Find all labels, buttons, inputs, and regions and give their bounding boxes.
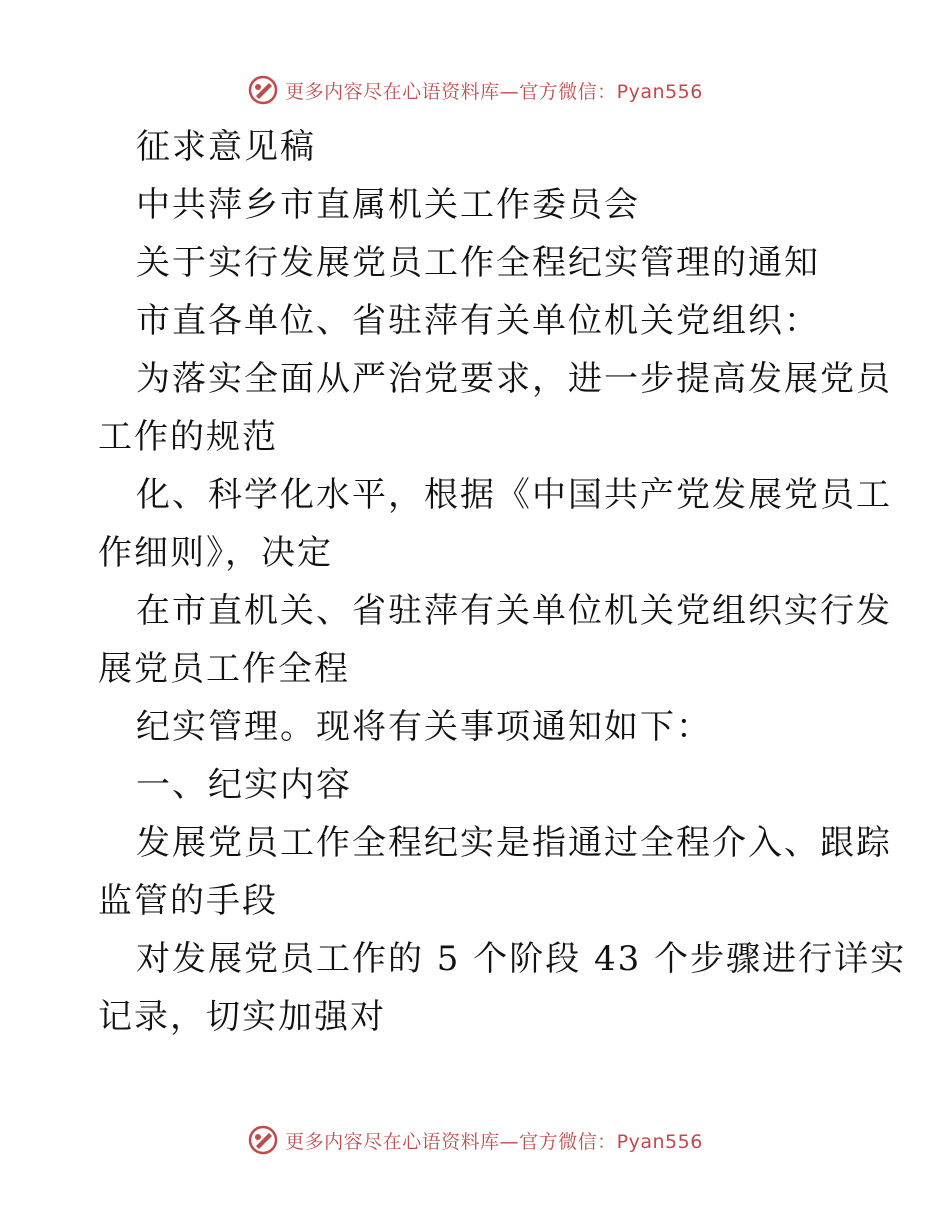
- seal-logo-icon: [247, 1124, 279, 1156]
- doc-line: 展党员工作全程: [98, 649, 350, 689]
- watermark-text: 更多内容尽在心语资料库—官方微信：Pyan556: [285, 80, 703, 103]
- doc-line: 中共萍乡市直属机关工作委员会: [136, 185, 640, 225]
- doc-line: 在市直机关、省驻萍有关单位机关党组织实行发: [136, 591, 892, 631]
- doc-line: 工作的规范: [98, 417, 278, 457]
- doc-line: 为落实全面从严治党要求，进一步提高发展党员: [136, 359, 892, 399]
- footer-watermark: [0, 1120, 950, 1160]
- watermark-text: 更多内容尽在心语资料库—官方微信：Pyan556: [285, 1130, 703, 1153]
- header-watermark: [0, 70, 950, 110]
- doc-line: 一、纪实内容: [136, 765, 352, 805]
- document-body: [98, 118, 907, 1046]
- doc-line: 化、科学化水平，根据《中国共产党发展党员工: [136, 475, 892, 515]
- doc-line: 记录，切实加强对: [98, 997, 386, 1037]
- doc-line: 发展党员工作全程纪实是指通过全程介入、跟踪: [136, 823, 892, 863]
- doc-line: 关于实行发展党员工作全程纪实管理的通知: [136, 243, 820, 283]
- doc-line: 市直各单位、省驻萍有关单位机关党组织：: [136, 301, 820, 341]
- doc-line: 纪实管理。现将有关事项通知如下：: [136, 707, 712, 747]
- seal-logo-icon: [247, 74, 279, 106]
- doc-line: 征求意见稿: [136, 127, 316, 167]
- doc-line: 监管的手段: [98, 881, 278, 921]
- doc-line: 对发展党员工作的 5 个阶段 43 个步骤进行详实: [136, 939, 907, 979]
- doc-line: 作细则》，决定: [98, 533, 333, 573]
